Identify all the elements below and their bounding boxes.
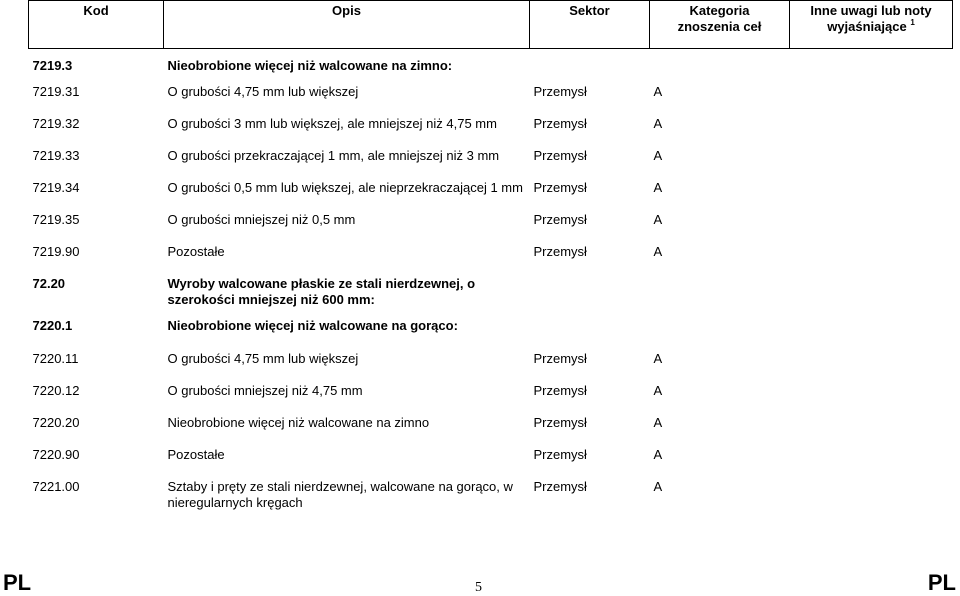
header-sektor: Sektor <box>530 1 650 49</box>
cell-sektor: Przemysł <box>533 147 587 163</box>
table-body <box>29 49 953 517</box>
cell-uwagi <box>790 316 953 349</box>
cell-opis: Wyroby walcowane płaskie ze stali nierdzewnej, o szerokości mniejszej niż 600 mm: <box>167 275 476 307</box>
cell-uwagi <box>790 114 953 146</box>
header-opis: Opis <box>164 1 530 49</box>
cell-uwagi <box>790 82 953 114</box>
cell-kategoria: A <box>653 115 663 131</box>
table-row <box>29 210 953 242</box>
table-row <box>29 349 953 381</box>
footer-page-number: 5 <box>475 580 482 595</box>
cell-kategoria: A <box>653 83 663 99</box>
cell-kategoria <box>650 316 790 349</box>
header-kategoria-line2: znoszenia ceł <box>677 19 762 34</box>
cell-kod: 7219.33 <box>32 147 80 163</box>
cell-kategoria: A <box>653 147 663 163</box>
cell-uwagi <box>790 146 953 178</box>
cell-opis: Pozostałe <box>167 243 225 259</box>
cell-opis: O grubości 4,75 mm lub większej <box>167 83 359 99</box>
cell-sektor: Przemysł <box>533 414 587 430</box>
table-row <box>29 413 953 445</box>
footer-language-left: PL <box>3 570 32 595</box>
cell-kod: 7219.31 <box>32 83 80 99</box>
footnote-marker: 1 <box>910 18 915 27</box>
table-row <box>29 316 953 349</box>
table-row <box>29 242 953 274</box>
cell-opis: Nieobrobione więcej niż walcowane na zimno: <box>167 58 453 73</box>
header-kod: Kod <box>29 1 164 49</box>
cell-kategoria: A <box>653 211 663 227</box>
cell-sektor: Przemysł <box>533 243 587 259</box>
cell-sektor: Przemysł <box>533 179 587 195</box>
cell-uwagi <box>790 477 953 517</box>
cell-uwagi <box>790 49 953 82</box>
cell-kod: 7220.90 <box>32 446 80 462</box>
cell-sektor <box>530 49 650 82</box>
cell-sektor <box>530 274 650 316</box>
table-row <box>29 114 953 146</box>
cell-sektor: Przemysł <box>533 83 587 99</box>
cell-kod: 7219.3 <box>32 58 73 73</box>
table-row <box>29 146 953 178</box>
cell-kategoria: A <box>653 350 663 366</box>
cell-sektor: Przemysł <box>533 350 587 366</box>
cell-uwagi <box>790 178 953 210</box>
cell-opis: Nieobrobione więcej niż walcowane na zimno <box>167 414 430 430</box>
table-row <box>29 82 953 114</box>
cell-kod: 7219.34 <box>32 179 80 195</box>
footer-language-right: PL <box>927 570 956 595</box>
cell-kod: 7220.12 <box>32 382 80 398</box>
cell-opis: Pozostałe <box>167 446 225 462</box>
cell-opis: O grubości 0,5 mm lub większej, ale nieprzekraczającej 1 mm <box>167 179 523 195</box>
cell-opis: O grubości 4,75 mm lub większej <box>167 350 359 366</box>
cell-opis: O grubości przekraczającej 1 mm, ale mniejszej niż 3 mm <box>167 147 500 163</box>
table-row <box>29 381 953 413</box>
cell-kategoria <box>650 49 790 82</box>
tariff-table <box>28 0 953 517</box>
cell-opis: O grubości mniejszej niż 0,5 mm <box>167 211 356 227</box>
cell-opis: O grubości mniejszej niż 4,75 mm <box>167 382 363 398</box>
cell-sektor <box>530 316 650 349</box>
cell-kod: 7220.11 <box>32 350 79 366</box>
cell-kategoria: A <box>653 446 663 462</box>
cell-sektor: Przemysł <box>533 211 587 227</box>
cell-kod: 7219.90 <box>32 243 80 259</box>
cell-uwagi <box>790 349 953 381</box>
cell-opis: Sztaby i pręty ze stali nierdzewnej, walcowane na gorąco, w nieregularnych kręgach <box>167 478 513 510</box>
cell-uwagi <box>790 210 953 242</box>
cell-kod: 7220.1 <box>32 317 73 333</box>
header-uwagi-line2: wyjaśniające <box>827 19 907 34</box>
cell-kod: 7219.32 <box>32 115 80 131</box>
cell-kod: 7219.35 <box>32 211 80 227</box>
table-row <box>29 445 953 477</box>
cell-opis: O grubości 3 mm lub większej, ale mniejszej niż 4,75 mm <box>167 115 497 131</box>
header-kategoria-line1: Kategoria <box>689 3 750 18</box>
cell-kategoria: A <box>653 382 663 398</box>
header-uwagi-line1: Inne uwagi lub noty <box>810 3 932 18</box>
table-row <box>29 178 953 210</box>
cell-sektor: Przemysł <box>533 478 587 494</box>
cell-kod: 7220.20 <box>32 414 80 430</box>
cell-sektor: Przemysł <box>533 446 587 462</box>
cell-kategoria <box>650 274 790 316</box>
cell-kod: 7221.00 <box>32 478 80 494</box>
cell-uwagi <box>790 242 953 274</box>
cell-uwagi <box>790 413 953 445</box>
header-uwagi <box>790 1 953 49</box>
cell-kategoria: A <box>653 243 663 259</box>
cell-opis: Nieobrobione więcej niż walcowane na gorąco: <box>167 317 458 333</box>
cell-uwagi <box>790 274 953 316</box>
header-kategoria <box>650 1 790 49</box>
cell-kategoria: A <box>653 179 663 195</box>
table-row <box>29 274 953 316</box>
cell-sektor: Przemysł <box>533 115 587 131</box>
table-header-row <box>29 1 953 49</box>
cell-kategoria: A <box>653 478 663 494</box>
table-row <box>29 477 953 517</box>
cell-uwagi <box>790 381 953 413</box>
cell-kategoria: A <box>653 414 663 430</box>
table-row <box>29 49 953 82</box>
cell-sektor: Przemysł <box>533 382 587 398</box>
cell-kod: 72.20 <box>32 275 66 291</box>
cell-uwagi <box>790 445 953 477</box>
